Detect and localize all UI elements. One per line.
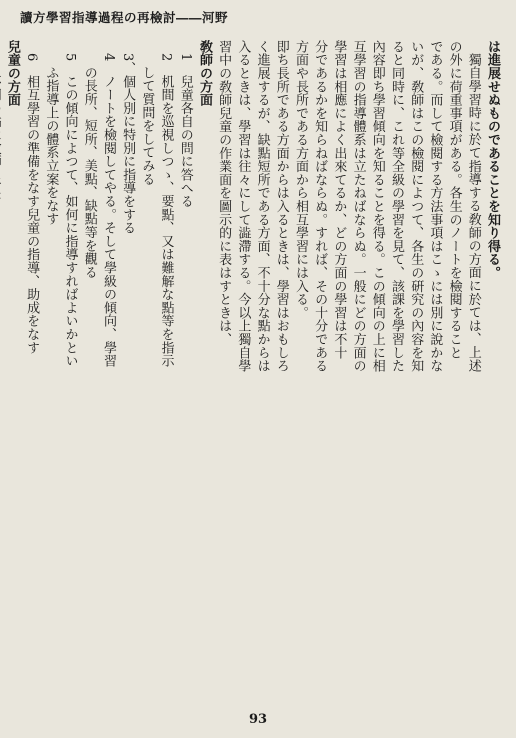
text-line: く進展するが、缺點短所である方面、不十分な點からは bbox=[254, 40, 270, 373]
list-item: 6 相互學習の準備をなす兒童の指導、助成をなす bbox=[24, 53, 40, 355]
text-line: 獨自學習時に於て指導する敎師の方面に於ては、上述 bbox=[465, 53, 481, 373]
section-heading: 敎師の方面 bbox=[196, 40, 212, 107]
text-line: いが、敎師はこの檢閱によつて、各生の硏究の內容を知 bbox=[408, 40, 424, 373]
section-heading: 兒童の方面 bbox=[4, 40, 20, 107]
text-line: 習中の敎師兒童の作業面を圖示的に表はすときは、 bbox=[216, 40, 232, 346]
text-line: 學習は相應によく出來てるか、どの方面の學習は不十 bbox=[331, 40, 347, 360]
list-item: 3、個人別に特別に指導をする bbox=[120, 53, 136, 235]
text-line: である。而して檢閱する方法事項はこゝには別に說かな bbox=[427, 40, 443, 373]
text-line: 方面や長所である方面から相互學習には入る。 bbox=[292, 40, 308, 320]
text-line: 入るときは、學習は往々にして澁滯する。今以上獨自學 bbox=[235, 40, 251, 373]
text-line: 即ち長所である方面からは入るときは、學習はおもしろ bbox=[273, 40, 289, 373]
text-line: 互學習の指導體系は立たねばならぬ。一般にどの方面の bbox=[350, 40, 366, 373]
list-item-continuation: ふ指導上の體系立案をなす bbox=[43, 66, 59, 226]
list-item: 5 この傾向によつて、如何に指導すればよいかとい bbox=[62, 53, 78, 368]
list-item: 1 兒童各自の問に答へる bbox=[177, 53, 193, 208]
list-item: 2 机間を巡視しつゝ、要點、又は難解な點等を指示 bbox=[158, 53, 174, 368]
running-header: 讀方學習指導過程の再檢討――河野 bbox=[20, 10, 229, 25]
page-number: 93 bbox=[248, 712, 268, 727]
list-item-continuation: して質問をしてみる bbox=[139, 66, 155, 186]
text-line: は進展せぬものであることを知り得る。 bbox=[485, 40, 500, 280]
list-item bbox=[0, 40, 3, 690]
list-item: 4 ノートを檢閱してやる。そして學級の傾向、學習 bbox=[100, 53, 116, 368]
text-line: の外に荷重事項がある。各生のノートを檢閱すること bbox=[446, 40, 462, 360]
text-line: 分であるかを知らねばならぬ。すれば、その十分である bbox=[312, 40, 328, 373]
text-line: ると同時に、これ等全級の學習を見て、該課を學習した bbox=[388, 40, 404, 373]
body-text bbox=[4, 40, 502, 690]
text-line: 內容即ち學習傾向を知ることを得る。この傾向の上に相 bbox=[369, 40, 385, 373]
list-item-continuation: の長所、短所、美點、缺點等を觀る bbox=[81, 66, 97, 279]
